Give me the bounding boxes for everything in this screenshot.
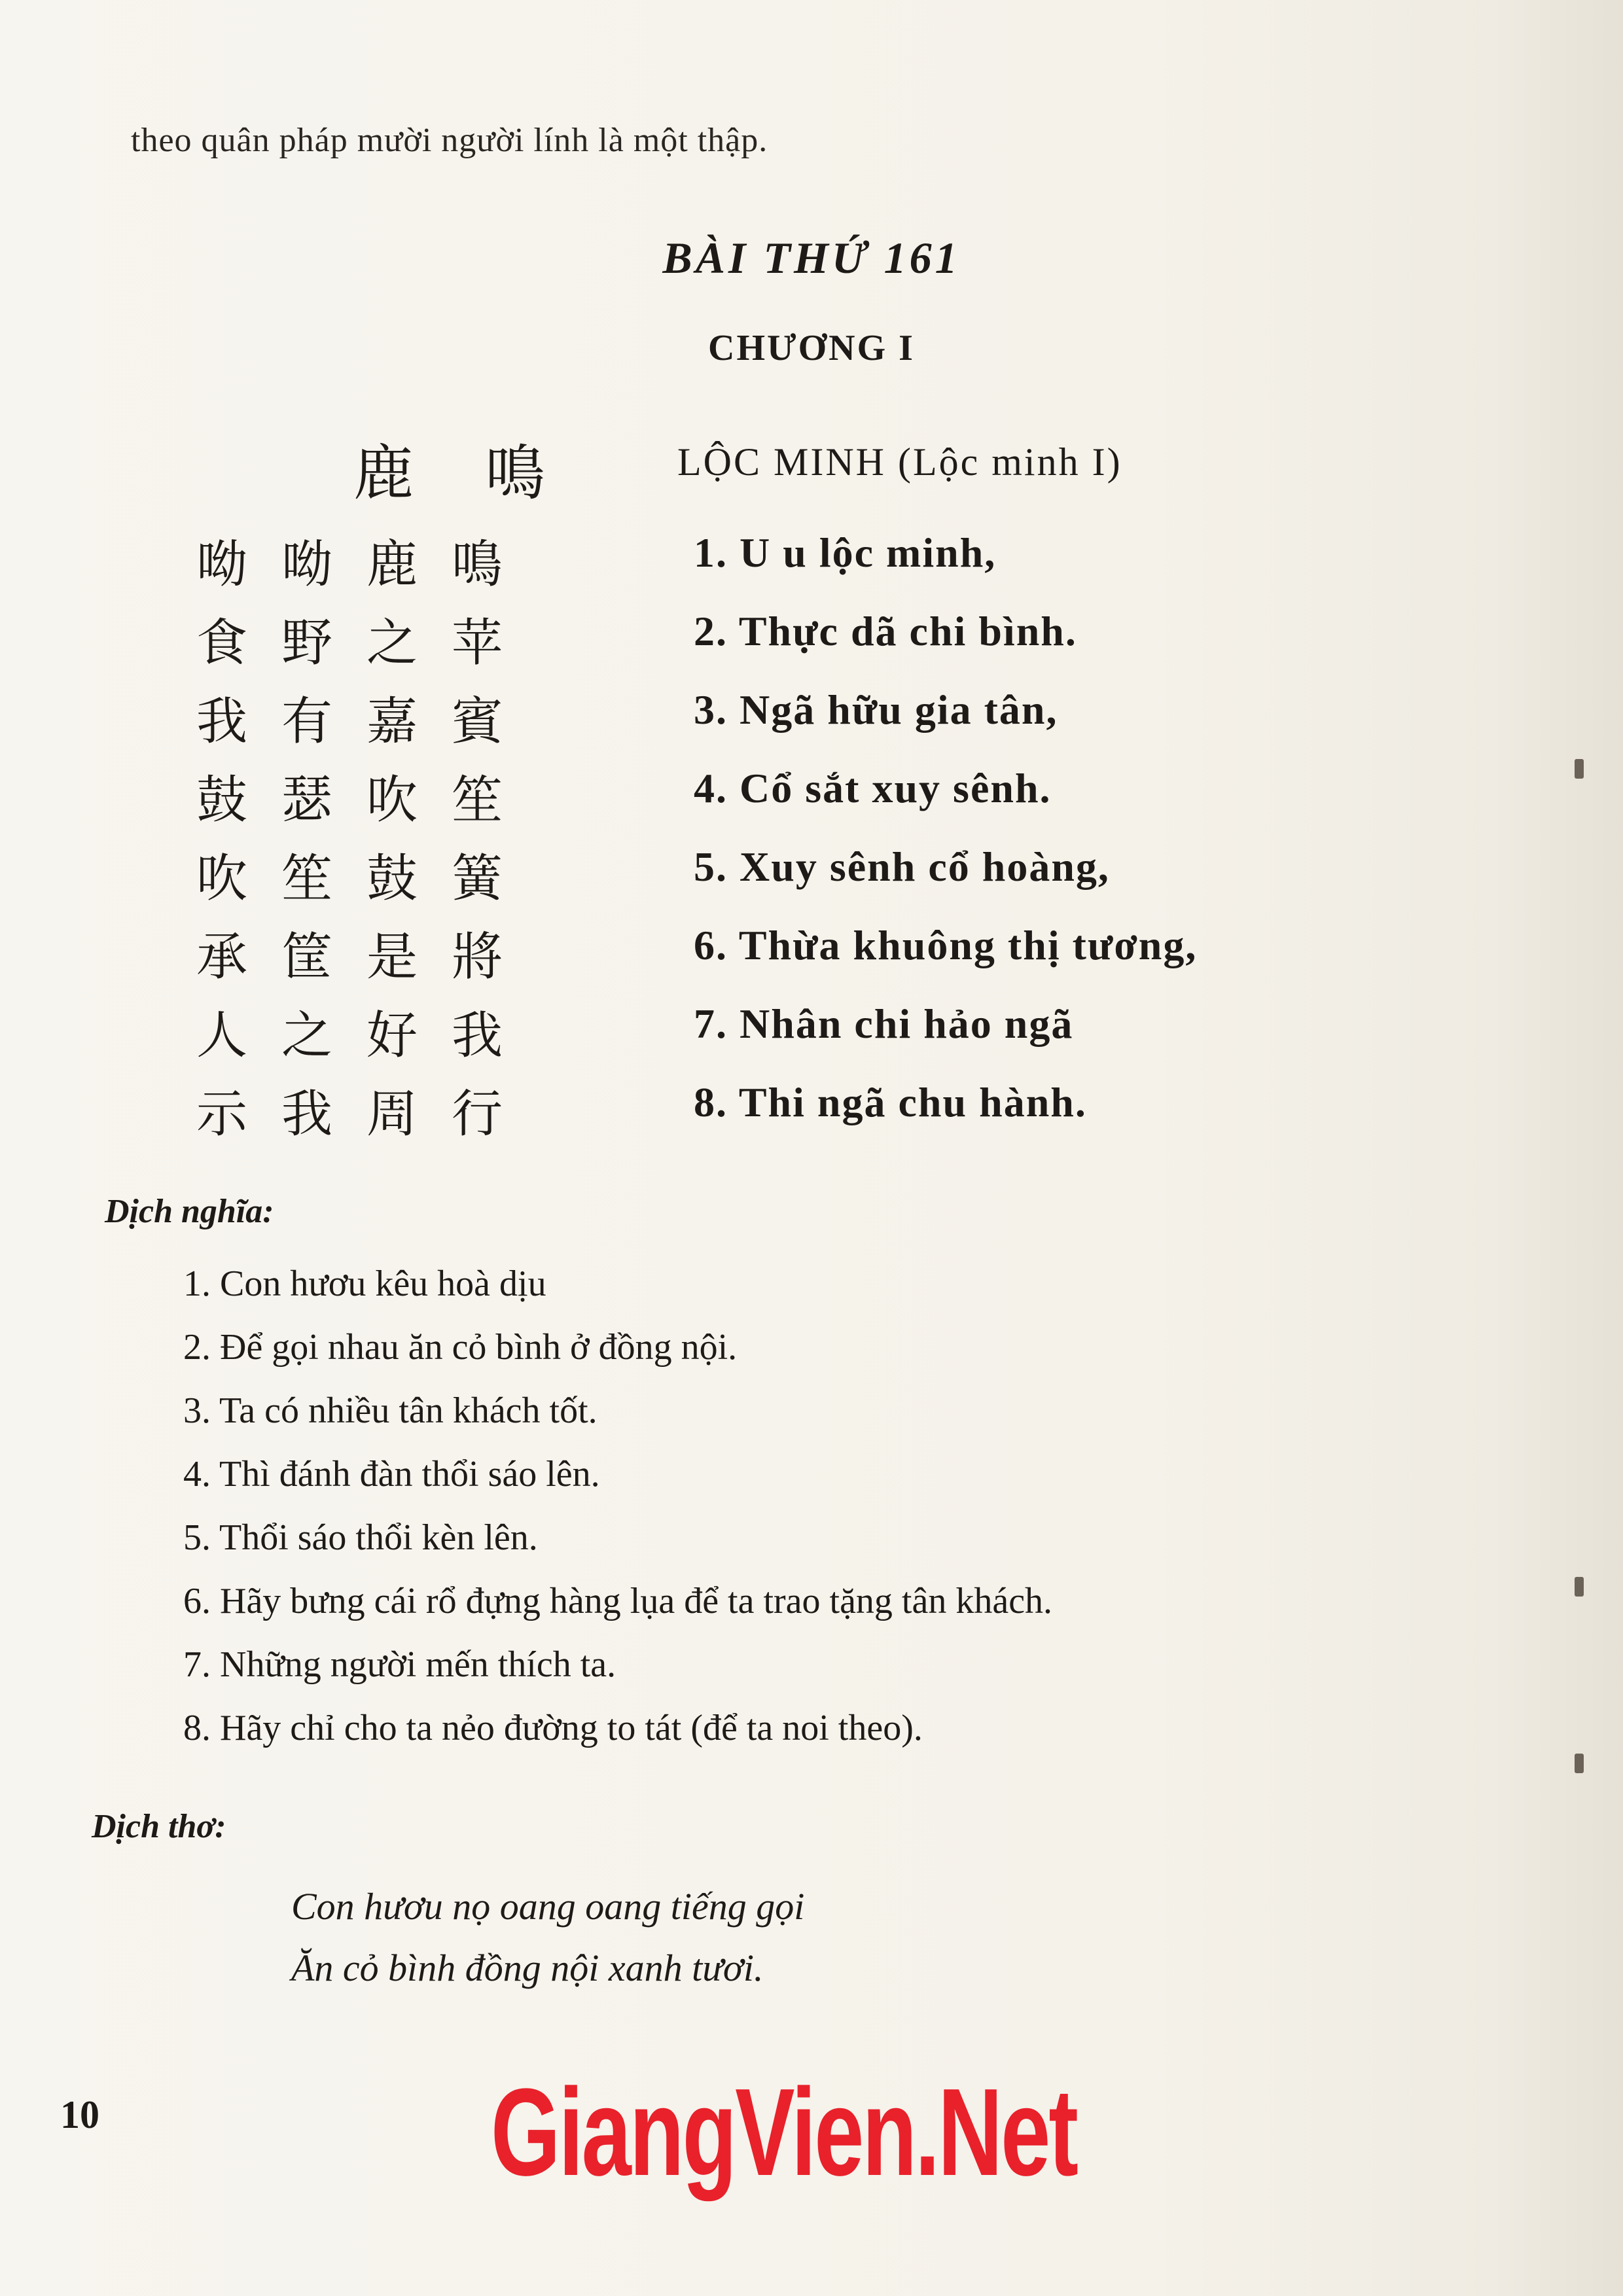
transliteration-line: 6. Thừa khuông thị tương, [694, 922, 1198, 968]
hanzi-verse-column [196, 523, 537, 1152]
meaning-label: Dịch nghĩa: [105, 1193, 274, 1230]
hanzi-verse-line: 我有嘉賓 [196, 692, 537, 751]
meaning-line: 5. Thổi sáo thổi kèn lên. [183, 1517, 538, 1558]
meaning-line: 2. Để gọi nhau ăn cỏ bình ở đồng nội. [183, 1327, 738, 1368]
transliteration-column [694, 529, 1197, 1157]
page-edge-mark [1575, 1577, 1584, 1597]
continuation-line: theo quân pháp mười người lính là một thập. [131, 122, 768, 159]
meaning-line: 7. Những người mến thích ta. [183, 1644, 616, 1685]
page-number: 10 [60, 2093, 99, 2136]
site-watermark: GiangVien.Net [491, 2063, 1077, 2202]
page-edge-mark [1575, 1754, 1584, 1773]
hanzi-verse-line: 吹笙鼓簧 [196, 849, 537, 908]
transliteration-line: 5. Xuy sênh cổ hoàng, [694, 843, 1110, 890]
chapter-heading: CHƯƠNG I [708, 328, 915, 368]
hanzi-verse-line: 食野之苹 [196, 614, 537, 673]
verse-translation [291, 1884, 804, 2007]
transliteration-line: 2. Thực dã chi bình. [694, 608, 1077, 654]
poem-hanzi-title: 鹿 鳴 [353, 438, 572, 508]
poem-number-title: BÀI THỨ 161 [662, 233, 961, 283]
hanzi-verse-line: 承筐是將 [196, 928, 537, 987]
page-edge-mark [1575, 759, 1584, 779]
poem-name: LỘC MINH (Lộc minh I) [677, 440, 1122, 484]
meaning-line: 4. Thì đánh đàn thổi sáo lên. [183, 1454, 600, 1494]
hanzi-verse-line: 人之好我 [196, 1006, 537, 1065]
meaning-line: 3. Ta có nhiều tân khách tốt. [183, 1390, 597, 1431]
transliteration-line: 3. Ngã hữu gia tân, [694, 686, 1058, 733]
meaning-line: 8. Hãy chỉ cho ta nẻo đường to tát (để ta noi theo). [183, 1708, 923, 1748]
transliteration-line: 7. Nhân chi hảo ngã [694, 1000, 1074, 1047]
transliteration-line: 4. Cổ sắt xuy sênh. [694, 765, 1052, 811]
hanzi-verse-line: 鼓瑟吹笙 [196, 771, 537, 830]
hanzi-verse-line: 呦呦鹿鳴 [196, 535, 537, 594]
transliteration-line: 8. Thi ngã chu hành. [694, 1079, 1087, 1125]
verse-line: Ăn cỏ bình đồng nội xanh tươi. [291, 1947, 764, 1989]
meaning-list [183, 1263, 1052, 1771]
hanzi-verse-line: 示我周行 [196, 1085, 537, 1144]
transliteration-line: 1. U u lộc minh, [694, 529, 997, 576]
verse-line: Con hươu nọ oang oang tiếng gọi [291, 1885, 805, 1928]
verse-translation-label: Dịch thơ: [92, 1808, 226, 1845]
meaning-line: 1. Con hươu kêu hoà dịu [183, 1263, 546, 1304]
meaning-line: 6. Hãy bưng cái rổ đựng hàng lụa để ta trao tặng tân khách. [183, 1581, 1053, 1621]
